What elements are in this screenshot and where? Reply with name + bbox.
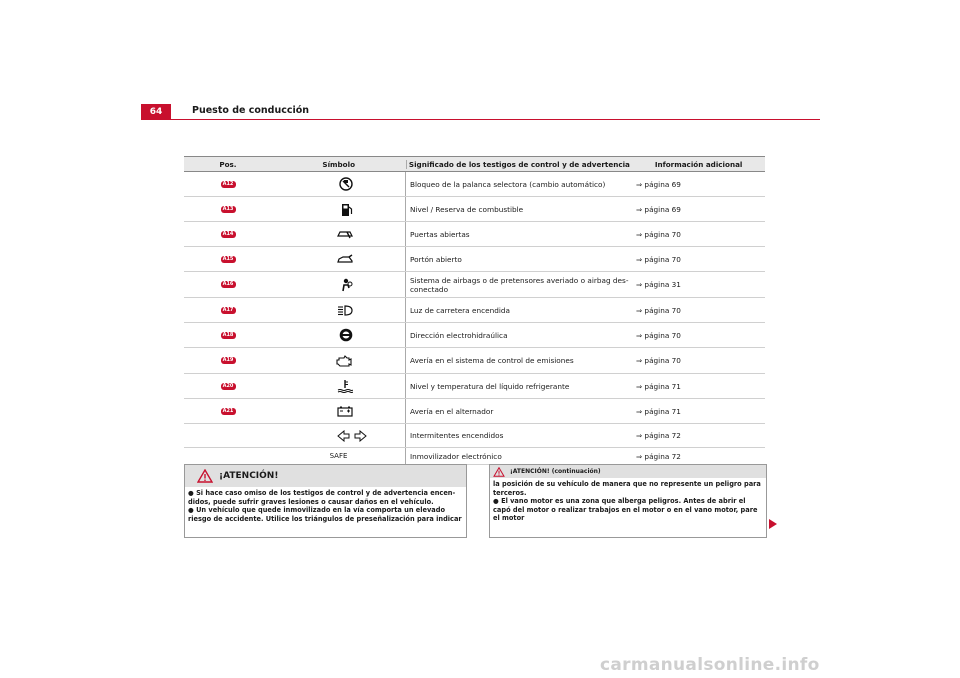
position-badge: A12: [221, 181, 236, 188]
table-row: [184, 448, 765, 465]
row-description: Dirección electrohidraúlica: [410, 330, 508, 340]
warning-bullet: ● Un vehículo que quede inmovilizado en la vía comporta un elevado riesgo de accidente. Utilice los triángulos de preseñalización para indicar: [188, 506, 462, 523]
row-description: Bloqueo de la palanca selectora (cambio automático): [410, 179, 606, 189]
warning-continuation-title: ¡ATENCIÓN! (continuación): [510, 468, 601, 475]
warning-continuation-header: [490, 465, 766, 478]
row-description: Nivel y temperatura del líquido refrigerante: [410, 381, 570, 391]
table-row: [184, 197, 765, 222]
table-row: [184, 323, 765, 348]
table-row: [184, 272, 765, 298]
col-header-pos: Pos.: [219, 159, 237, 169]
position-badge: A15: [221, 256, 236, 263]
row-description: Puertas abiertas: [410, 229, 470, 239]
table-row: [184, 399, 765, 424]
col-header-meaning: Significado de los testigos de control y de advertencia: [408, 159, 630, 169]
coolant-icon: [337, 379, 353, 393]
row-page-link[interactable]: ⇒ página 71: [636, 381, 681, 391]
row-description: Portón abierto: [410, 254, 462, 264]
row-page-link[interactable]: ⇒ página 72: [636, 431, 681, 440]
row-description: Intermitentes encendidos: [410, 431, 504, 440]
row-page-link[interactable]: ⇒ página 70: [636, 305, 681, 315]
warning-box: [184, 464, 467, 538]
watermark: carmanualsonline.info: [600, 655, 820, 675]
warning-continuation-box: [489, 464, 767, 538]
position-badge: A18: [221, 332, 236, 339]
row-page-link[interactable]: ⇒ página 69: [636, 204, 681, 214]
col-header-info: Información adicional: [654, 159, 743, 169]
tailgate-open-icon: [337, 254, 353, 264]
row-page-link[interactable]: ⇒ página 70: [636, 254, 681, 264]
battery-icon: [337, 406, 353, 417]
row-description: Sistema de airbags o de pretensores averiado o airbag des-conectado: [410, 275, 629, 294]
warning-triangle-icon: [197, 469, 213, 483]
warning-lights-table: [184, 156, 765, 465]
row-page-link[interactable]: ⇒ página 70: [636, 330, 681, 340]
warning-body: [185, 487, 466, 523]
warning-triangle-icon: [493, 467, 505, 477]
row-page-link[interactable]: ⇒ página 31: [636, 280, 681, 289]
page-number: 64: [141, 104, 171, 120]
row-page-link[interactable]: ⇒ página 70: [636, 356, 681, 365]
table-header: [184, 156, 765, 172]
turn-signals-icon: [337, 430, 367, 442]
doors-open-icon: [337, 229, 353, 239]
warning-bullet: ● El vano motor es una zona que alberga peligros. Antes de abrir el capó del motor o realizar trabajos en el motor o en el vano motor, pare el motor: [493, 497, 758, 522]
col-header-symbol: Símbolo: [272, 160, 407, 169]
warning-lead-text: la posición de su vehículo de manera que no represente un peligro para terceros.: [493, 480, 761, 497]
table-row: [184, 247, 765, 272]
high-beam-icon: [337, 305, 353, 316]
row-page-link[interactable]: ⇒ página 69: [636, 179, 681, 189]
row-description: Nivel / Reserva de combustible: [410, 204, 524, 214]
row-description: Avería en el sistema de control de emisiones: [410, 356, 574, 365]
airbag-icon: [339, 278, 353, 292]
continue-arrow-icon: [769, 519, 777, 529]
page-title: Puesto de conducción: [192, 105, 310, 116]
table-row: [184, 348, 765, 374]
row-page-link[interactable]: ⇒ página 72: [636, 451, 681, 461]
selector-lever-icon: [339, 177, 353, 191]
position-badge: A20: [221, 383, 236, 390]
safe-symbol-text: SAFE: [329, 452, 348, 460]
fuel-pump-icon: [341, 202, 353, 217]
header-divider: [141, 119, 820, 120]
table-row: [184, 424, 765, 448]
position-badge: A14: [221, 231, 236, 238]
row-description: Avería en el alternador: [410, 406, 494, 416]
position-badge: A17: [221, 307, 236, 314]
steering-icon: [339, 328, 353, 342]
row-description: Luz de carretera encendida: [410, 305, 510, 315]
position-badge: A19: [221, 357, 236, 364]
warning-continuation-body: [490, 478, 766, 523]
engine-icon: [335, 355, 353, 367]
table-row: [184, 222, 765, 247]
row-page-link[interactable]: ⇒ página 71: [636, 406, 681, 416]
warning-bullet: ● Si hace caso omiso de los testigos de control y de advertencia encen-didos, puede sufrir graves lesiones o causar daños en el vehículo.: [188, 489, 456, 506]
table-row: [184, 298, 765, 323]
row-page-link[interactable]: ⇒ página 70: [636, 229, 681, 239]
position-badge: A13: [221, 206, 236, 213]
table-row: [184, 374, 765, 399]
warning-header: [185, 465, 466, 487]
table-row: [184, 172, 765, 197]
warning-title: ¡ATENCIÓN!: [219, 471, 279, 481]
row-description: Inmovilizador electrónico: [410, 451, 502, 461]
position-badge: A21: [221, 408, 236, 415]
position-badge: A16: [221, 281, 236, 288]
